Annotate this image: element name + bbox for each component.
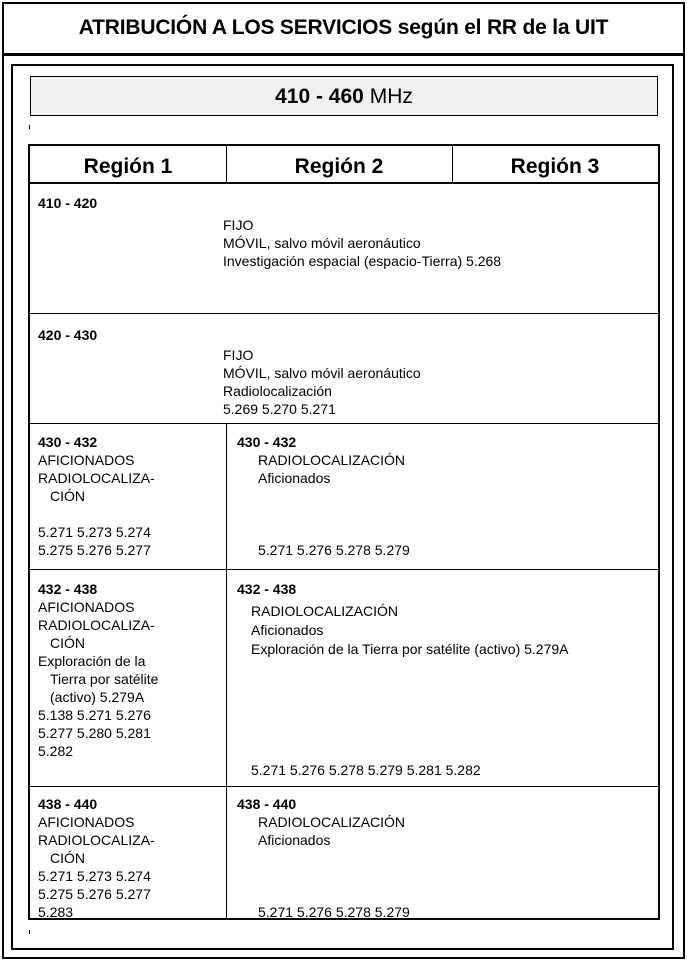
row-432-r23-line: RADIOLOCALIZACIÓN <box>251 603 399 619</box>
column-divider <box>452 146 453 183</box>
row-432-r1-line: Tierra por satélite <box>50 671 159 687</box>
page-title: ATRIBUCIÓN A LOS SERVICIOS según el RR de la UIT <box>78 16 609 39</box>
row-438-r1-range: 438 - 440 <box>38 796 98 812</box>
row-430-r1-line: AFICIONADOS <box>38 452 135 468</box>
row-432-r1-range: 432 - 438 <box>38 581 98 597</box>
left-tick-mark <box>29 125 30 129</box>
row-432-r23-line: Aficionados <box>251 622 324 638</box>
column-header-region-2: Región 2 <box>294 155 384 178</box>
left-tick-mark <box>29 930 30 934</box>
row-432-r23-range: 432 - 438 <box>237 581 297 597</box>
band-title <box>31 85 657 109</box>
row-430-r1-range: 430 - 432 <box>38 434 98 450</box>
row-432-r23-footnotes: 5.271 5.276 5.278 5.279 5.281 5.282 <box>251 762 481 778</box>
page-header <box>2 2 685 56</box>
row-432-r1-footnotes: 5.277 5.280 5.281 <box>38 725 151 741</box>
column-header-region-3: Región 3 <box>510 155 600 178</box>
row-432-r1-footnotes: 5.282 <box>38 743 74 759</box>
row-420-range: 420 - 430 <box>38 327 98 343</box>
row-divider <box>30 786 658 787</box>
row-438-r1-footnotes: 5.283 <box>38 904 74 920</box>
allocation-table <box>28 144 660 920</box>
row-438-r1-line: CIÓN <box>50 850 85 866</box>
row-410-line: MÓVIL, salvo móvil aeronáutico <box>223 235 421 251</box>
row-438-r23-range: 438 - 440 <box>237 796 297 812</box>
row-432-r1-line: RADIOLOCALIZA- <box>38 617 155 633</box>
column-divider <box>226 146 227 183</box>
row-divider <box>30 313 658 314</box>
row-438-r23-footnotes: 5.271 5.276 5.278 5.279 <box>258 904 410 920</box>
row-432-r1-line: Exploración de la <box>38 653 146 669</box>
band-banner <box>30 76 658 116</box>
row-420-footnotes: 5.269 5.270 5.271 <box>223 401 336 417</box>
row-420-line: MÓVIL, salvo móvil aeronáutico <box>223 365 421 381</box>
row-divider <box>30 569 658 570</box>
row-432-r1-line: CIÓN <box>50 635 85 651</box>
row-430-r23-footnotes: 5.271 5.276 5.278 5.279 <box>258 542 410 558</box>
row-410-line: FIJO <box>223 217 254 233</box>
row-438-r1-footnotes: 5.275 5.276 5.277 <box>38 886 151 902</box>
band-unit: MHz <box>369 85 413 108</box>
row-432-r1-line: (activo) 5.279A <box>50 689 145 705</box>
row-430-r1-footnotes: 5.275 5.276 5.277 <box>38 542 151 558</box>
row-420-line: Radiolocalización <box>223 383 332 399</box>
row-430-r23-line: Aficionados <box>258 470 331 486</box>
row-430-r1-line: CIÓN <box>50 488 85 504</box>
row-430-r23-line: RADIOLOCALIZACIÓN <box>258 452 406 468</box>
row-410-line: Investigación espacial (espacio-Tierra) 5.268 <box>223 253 502 269</box>
row-410-range: 410 - 420 <box>38 195 98 211</box>
row-432-r1-line: AFICIONADOS <box>38 599 135 615</box>
row-438-r1-footnotes: 5.271 5.273 5.274 <box>38 868 151 884</box>
header-divider <box>30 182 658 184</box>
row-430-r1-footnotes: 5.271 5.273 5.274 <box>38 524 151 540</box>
band-range: 410 - 460 <box>275 85 364 108</box>
row-438-r23-line: RADIOLOCALIZACIÓN <box>258 814 406 830</box>
row-420-line: FIJO <box>223 347 254 363</box>
row-438-r1-line: RADIOLOCALIZA- <box>38 832 155 848</box>
column-header-region-1: Región 1 <box>83 155 173 178</box>
row-430-r23-range: 430 - 432 <box>237 434 297 450</box>
row-divider <box>30 423 658 424</box>
region-divider <box>226 423 227 920</box>
row-438-r23-line: Aficionados <box>258 832 331 848</box>
row-430-r1-line: RADIOLOCALIZA- <box>38 470 155 486</box>
row-438-r1-line: AFICIONADOS <box>38 814 135 830</box>
row-432-r1-footnotes: 5.138 5.271 5.276 <box>38 707 151 723</box>
row-432-r23-line: Exploración de la Tierra por satélite (activo) 5.279A <box>251 641 569 657</box>
